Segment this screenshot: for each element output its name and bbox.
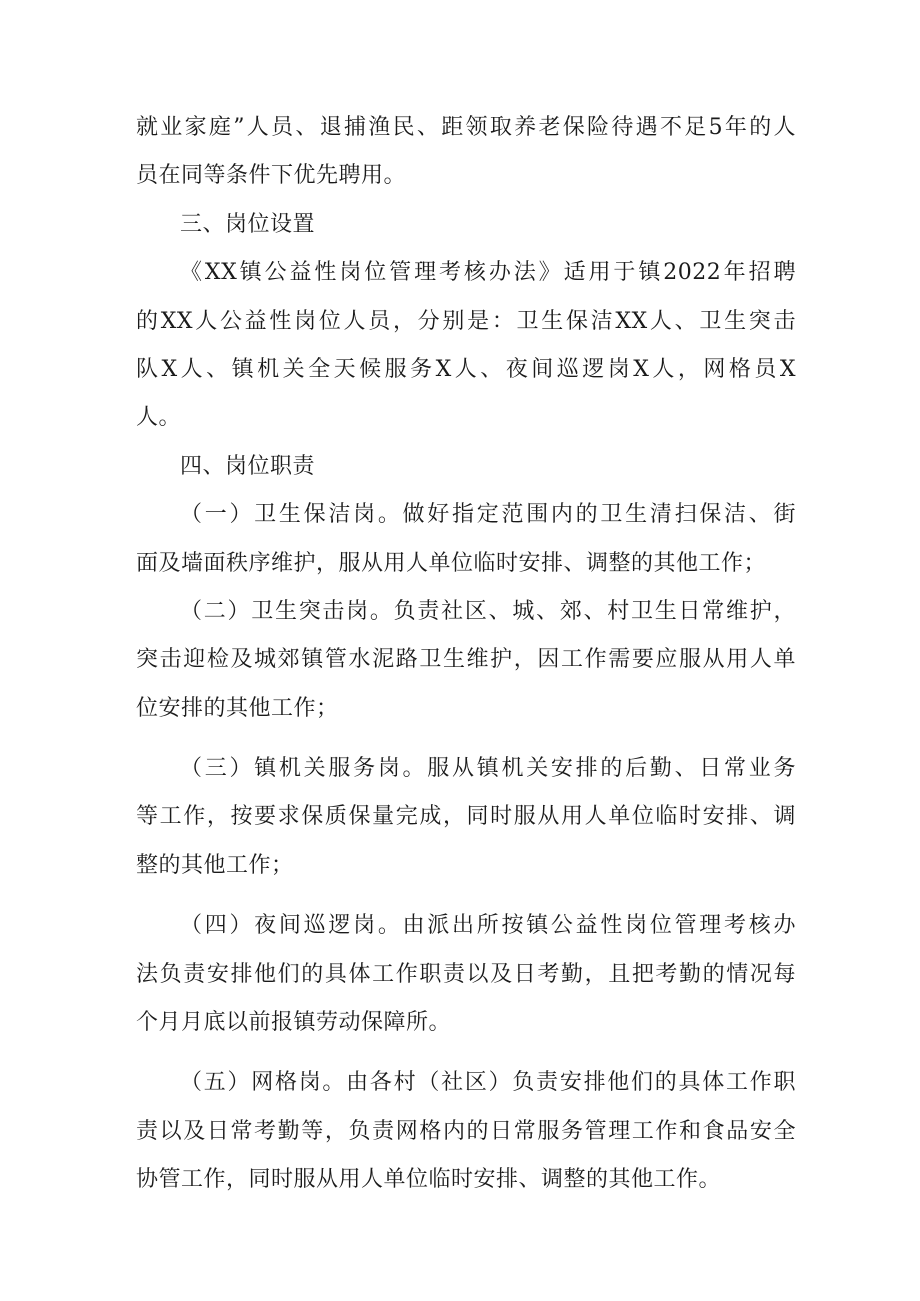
duty-item-4 (136, 902, 796, 1047)
continued-paragraph (136, 104, 796, 201)
document-page (136, 104, 796, 1205)
paragraph-line: 队X人、镇机关全天候服务X人、夜间巡逻岗X人，网格员X (136, 356, 796, 382)
paragraph-line: 位安排的其他工作； (136, 695, 339, 721)
paragraph-line: 的XX人公益性岗位人员，分别是：卫生保洁XX人、卫生突击 (136, 308, 796, 334)
paragraph-line: 员在同等条件下优先聘用。 (136, 163, 407, 189)
paragraph-line: 协管工作，同时服从用人单位临时安排、调整的其他工作。 (136, 1167, 722, 1193)
paragraph-line: 人。 (136, 405, 182, 431)
section-4-heading: 四、岗位职责 (180, 453, 316, 479)
paragraph-line: 责以及日常考勤等，负责网格内的日常服务管理工作和食品安全 (136, 1118, 796, 1144)
paragraph-line: （一）卫生保洁岗。做好指定范围内的卫生清扫保洁、街 (180, 502, 796, 528)
paragraph-line: （五）网格岗。由各村（社区）负责安排他们的具体工作职 (180, 1070, 796, 1096)
paragraph-line: （三）镇机关服务岗。服从镇机关安排的后勤、日常业务 (180, 756, 796, 782)
paragraph-line: 等工作，按要求保质保量完成，同时服从用人单位临时安排、调 (136, 804, 796, 830)
section-3-paragraph (136, 249, 796, 443)
paragraph-line: 就业家庭”人员、退捕渔民、距领取养老保险待遇不足5年的人 (136, 115, 796, 140)
paragraph-line: 整的其他工作； (136, 852, 294, 878)
paragraph-line: 突击迎检及城郊镇管水泥路卫生维护，因工作需要应服从用人单 (136, 647, 796, 673)
section-3-heading: 三、岗位设置 (180, 211, 316, 237)
paragraph-line: 面及墙面秩序维护，服从用人单位临时安排、调整的其他工作； (136, 550, 767, 576)
paragraph-line: 《XX镇公益性岗位管理考核办法》适用于镇2022年招聘 (180, 260, 796, 286)
duty-item-1 (136, 491, 796, 588)
paragraph-line: （四）夜间巡逻岗。由派出所按镇公益性岗位管理考核办 (180, 913, 796, 939)
duty-item-2 (136, 588, 796, 733)
paragraph-line: （二）卫生突击岗。负责社区、城、郊、村卫生日常维护， (180, 598, 796, 624)
duty-item-3 (136, 745, 796, 890)
paragraph-line: 法负责安排他们的具体工作职责以及日考勤，且把考勤的情况每 (136, 961, 796, 987)
duty-item-5 (136, 1059, 796, 1204)
paragraph-line: 个月月底以前报镇劳动保障所。 (136, 1010, 452, 1036)
